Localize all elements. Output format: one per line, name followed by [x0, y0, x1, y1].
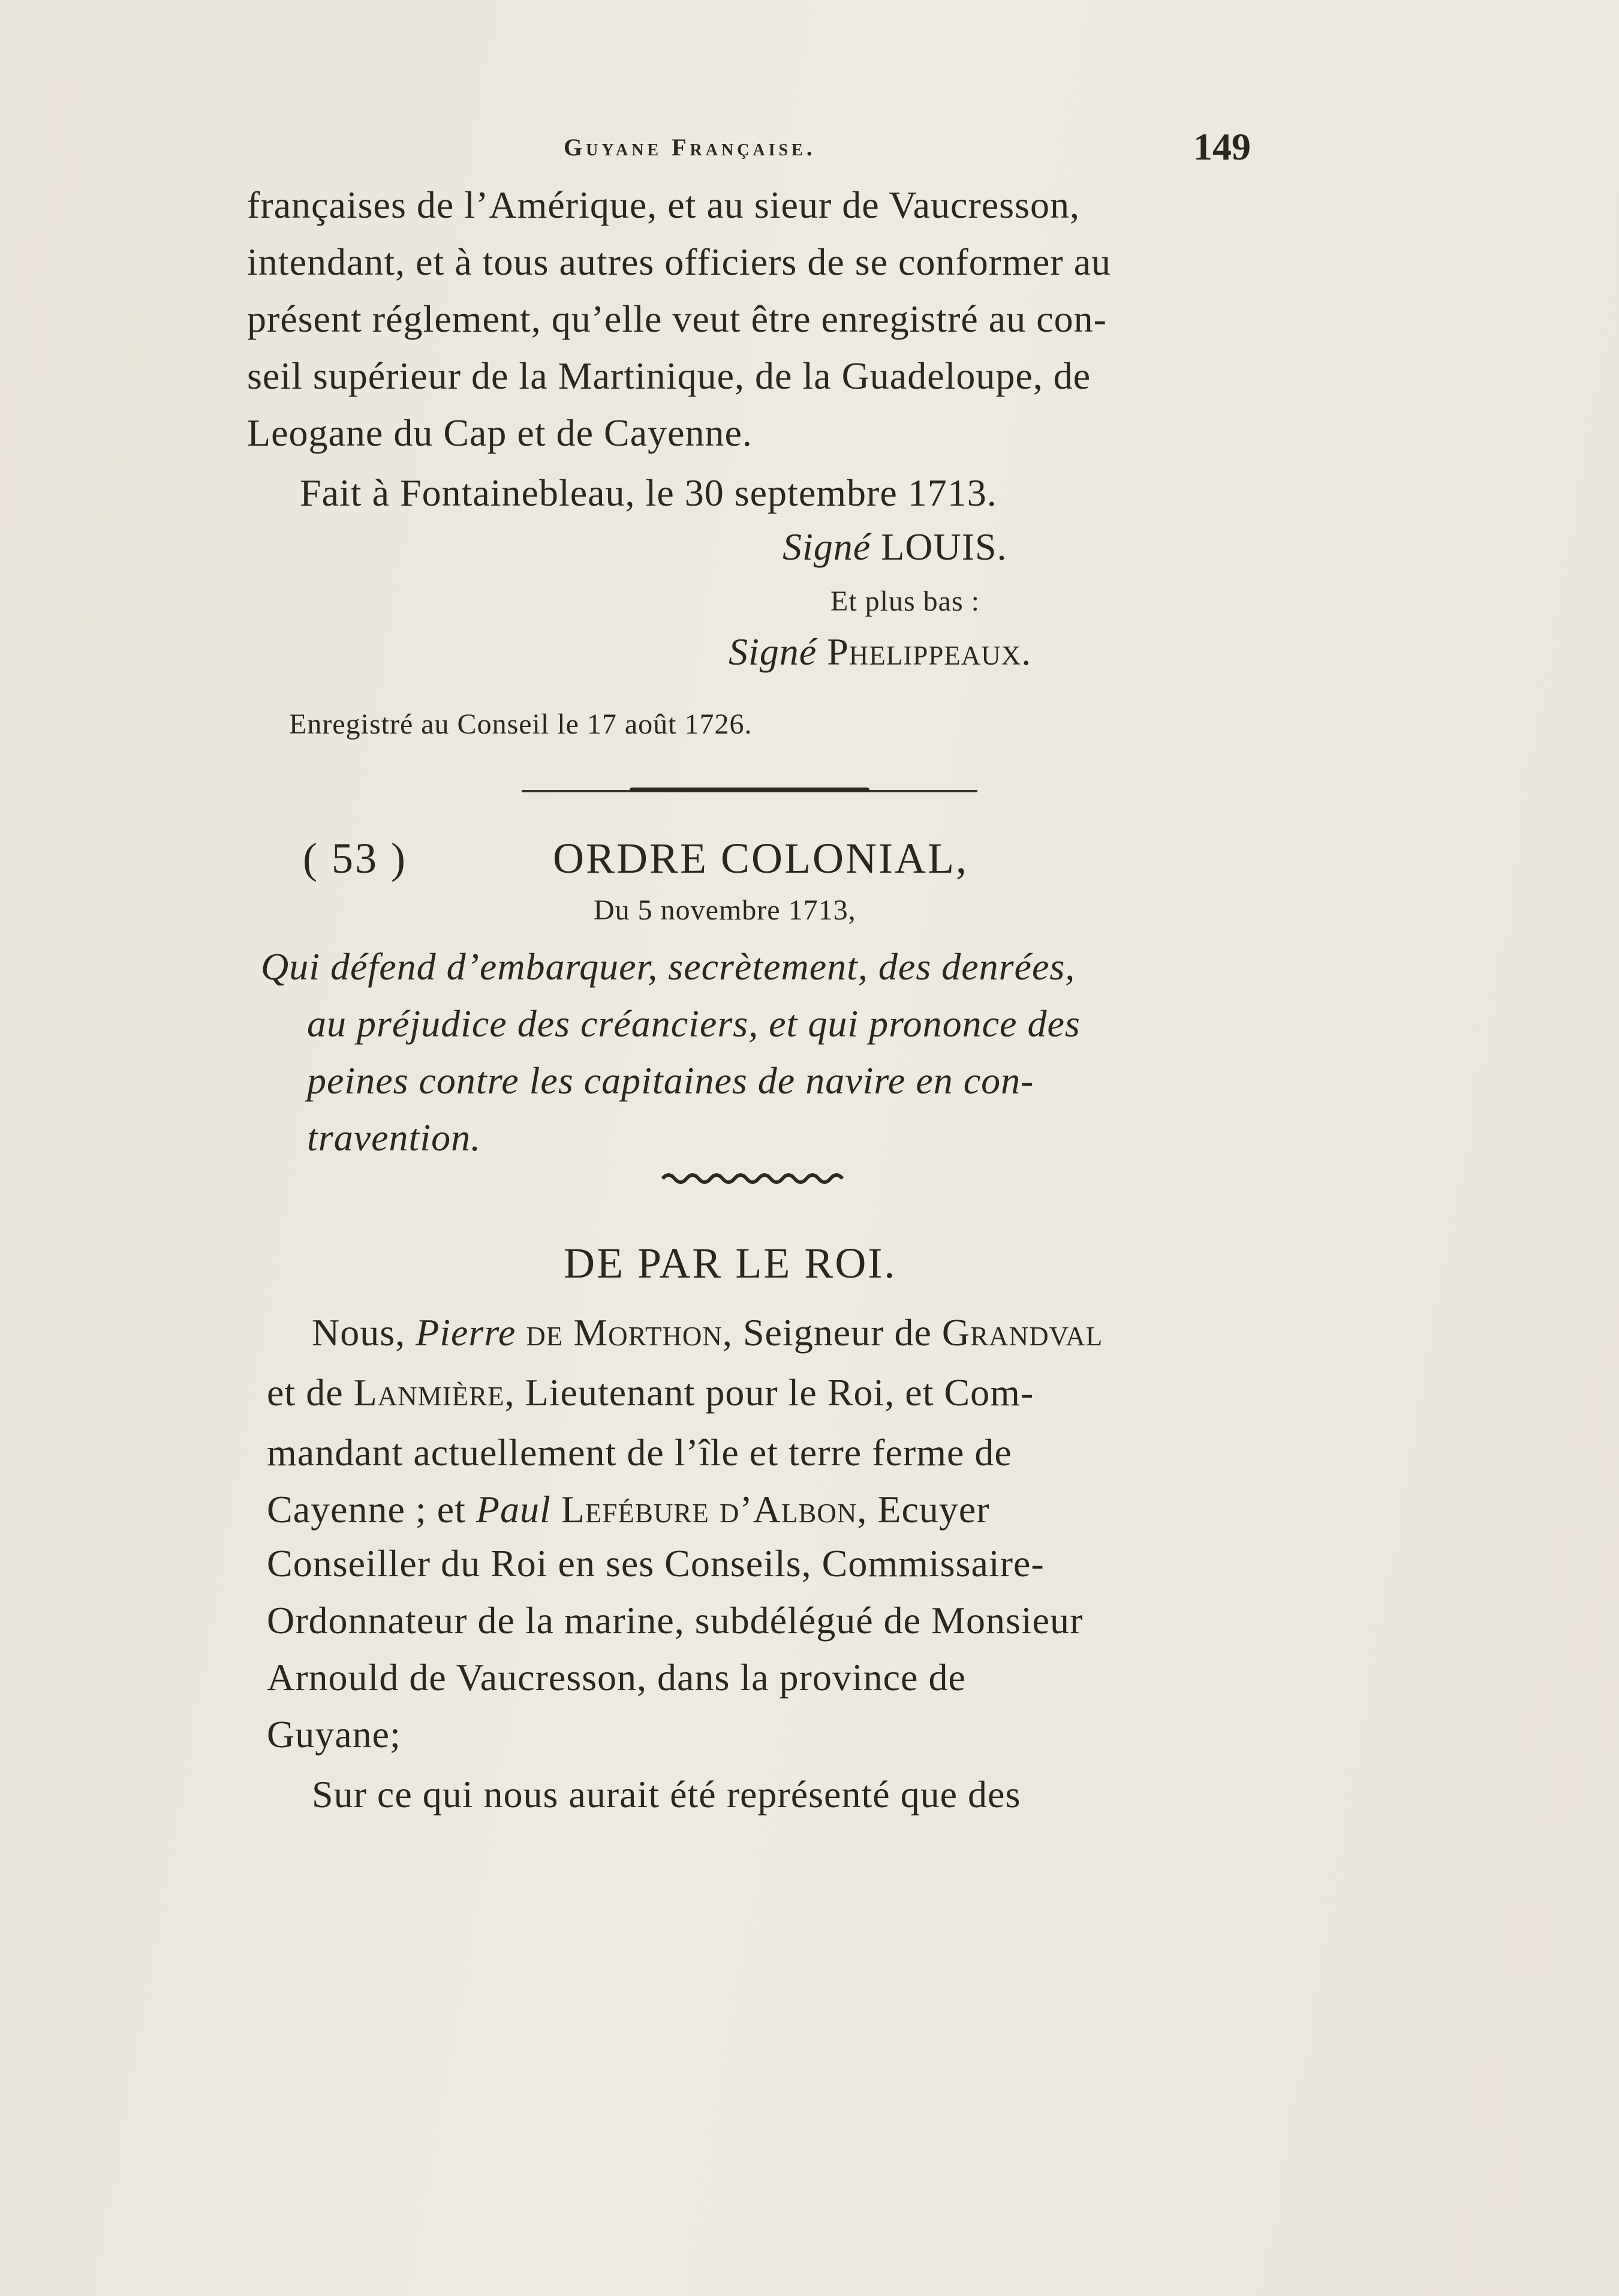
act-date: Du 5 novembre 1713,	[594, 894, 856, 926]
registration-note: Enregistré au Conseil le 17 août 1726.	[289, 708, 753, 740]
place-name: Lanmière	[353, 1371, 505, 1414]
body-line: Ordonnateur de la marine, subdélégué de Monsieur	[267, 1599, 1084, 1642]
et-plus-bas: Et plus bas :	[830, 585, 980, 617]
date-place-line: Fait à Fontainebleau, le 30 septembre 1713.	[300, 471, 997, 514]
signatory-name: Phelippeaux.	[827, 630, 1032, 673]
running-title: Guyane Française.	[564, 134, 816, 161]
person-name: Lefébure d’Albon	[561, 1488, 857, 1531]
text-line: seil supérieur de la Martinique, de la Guadeloupe, de	[247, 354, 1091, 397]
body-line: Guyane;	[267, 1713, 401, 1756]
signature-prefix: Signé	[729, 630, 817, 673]
summary-line: travention.	[307, 1116, 482, 1159]
section-divider-swell	[630, 788, 869, 792]
signature-louis	[783, 525, 1007, 569]
text-line: intendant, et à tous autres officiers de se conformer au	[247, 241, 1111, 283]
text-line: Leogane du Cap et de Cayenne.	[247, 411, 753, 454]
text-span: , Ecuyer	[857, 1488, 990, 1531]
body-line: mandant actuellement de l’île et terre ferme de	[267, 1431, 1012, 1474]
text-span: et de	[267, 1371, 344, 1414]
text-line: présent réglement, qu’elle veut être enregistré au con-	[247, 297, 1107, 340]
person-name: Pierre	[416, 1311, 516, 1354]
person-name: de Morthon,	[526, 1311, 733, 1354]
act-number: ( 53 )	[303, 834, 407, 882]
summary-line: au préjudice des créanciers, et qui prononce des	[307, 1002, 1081, 1045]
page-number: 149	[1193, 125, 1251, 168]
text-span: Nous,	[312, 1311, 406, 1354]
text-line: françaises de l’Amérique, et au sieur de Vaucresson,	[247, 184, 1080, 226]
body-line: Arnould de Vaucresson, dans la province de	[267, 1656, 966, 1699]
summary-line: peines contre les capitaines de navire en con-	[307, 1059, 1034, 1102]
body-line	[312, 1311, 1103, 1355]
signature-prefix: Signé	[783, 525, 871, 568]
person-name: Paul	[476, 1488, 551, 1531]
place-name: Grandval	[941, 1311, 1103, 1354]
text-span: , Lieutenant pour le Roi, et Com-	[504, 1371, 1034, 1414]
body-line: Sur ce qui nous aurait été représenté que des	[312, 1773, 1021, 1816]
text-span: Cayenne ; et	[267, 1488, 466, 1531]
summary-line: Qui défend d’embarquer, secrètement, des denrées,	[261, 945, 1076, 988]
body-line	[267, 1487, 990, 1532]
text-span: Seigneur de	[742, 1311, 932, 1354]
royal-heading: DE PAR LE ROI.	[564, 1239, 897, 1287]
signatory-name: LOUIS.	[881, 525, 1007, 568]
wavy-ornament	[660, 1170, 845, 1188]
act-title: ORDRE COLONIAL,	[553, 834, 968, 882]
body-line	[267, 1371, 1034, 1415]
signature-phelippeaux	[729, 630, 1031, 674]
body-line: Conseiller du Roi en ses Conseils, Commissaire-	[267, 1542, 1045, 1585]
